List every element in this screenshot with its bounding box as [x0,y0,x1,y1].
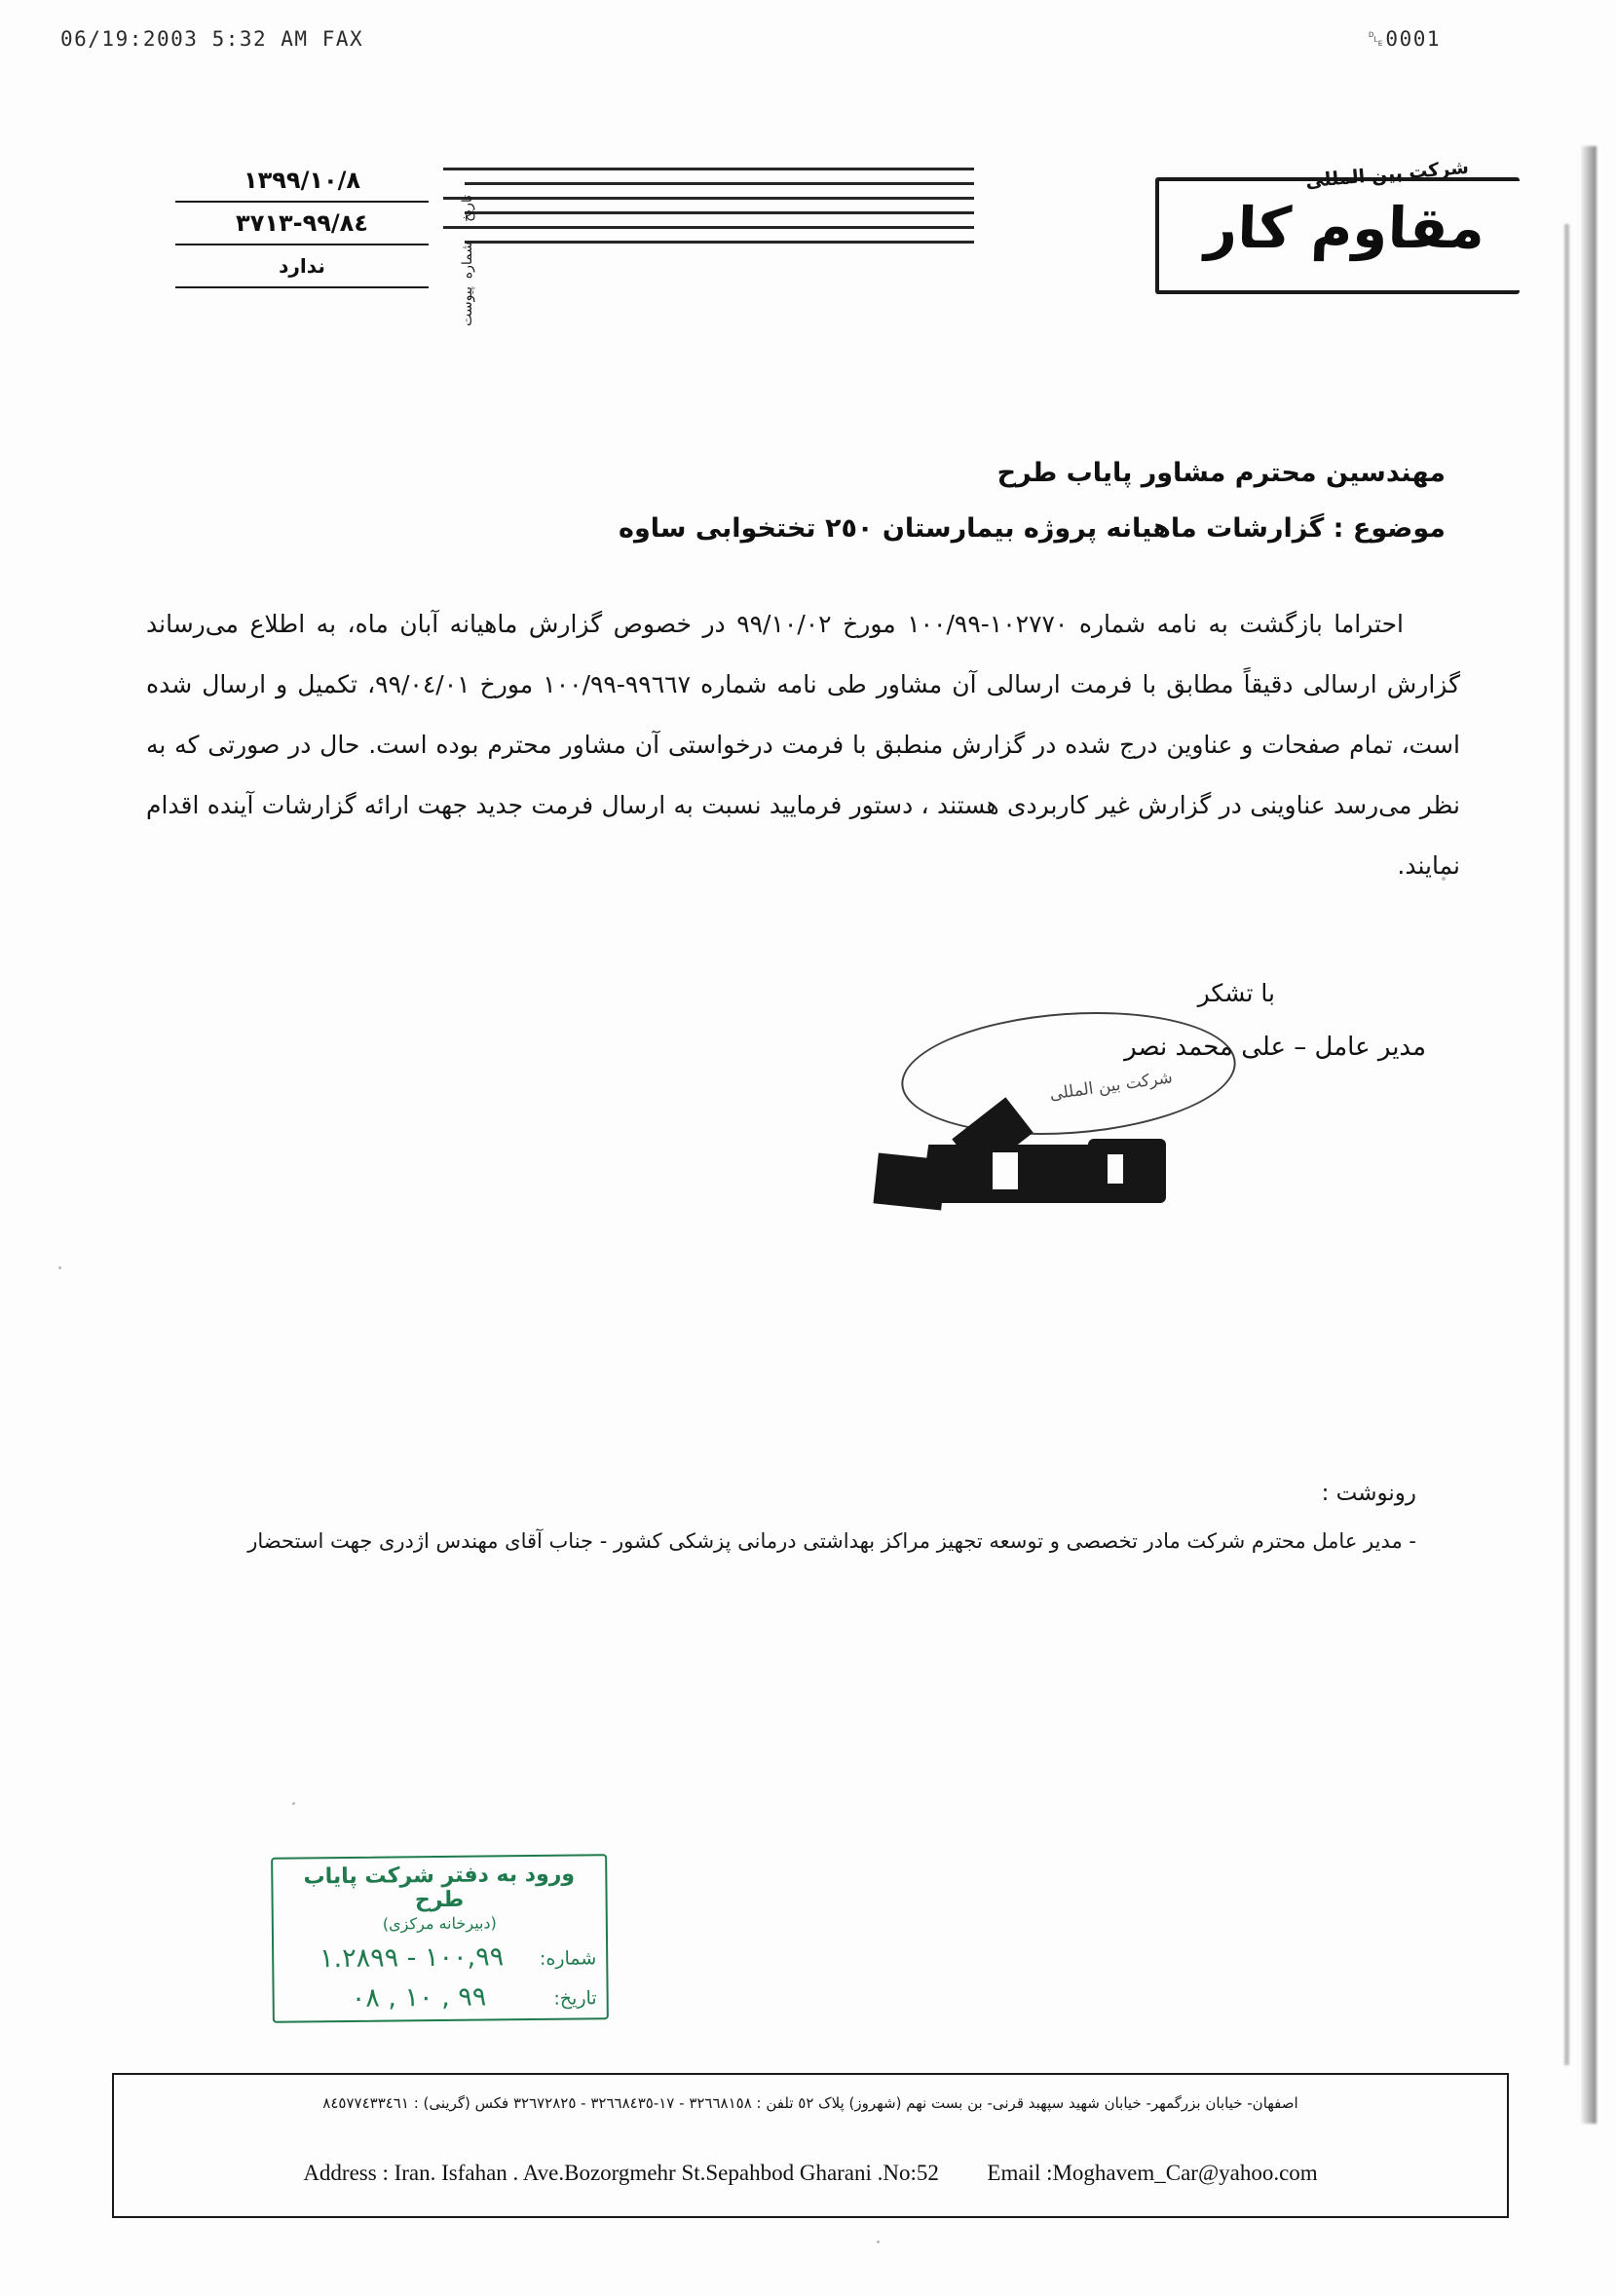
receipt-stamp-date-row [283,1980,596,2014]
fax-header-left: 06/19:2003 5:32 AM FAX [60,27,364,51]
letter-number-row [175,203,429,245]
fax-header-right: ␐0001 [1368,27,1441,51]
receipt-stamp-number-value: ١٠٠,٩٩ - ١.٢٨٩٩ [319,1941,505,1975]
letter-number-label: شماره [460,242,475,280]
letter-attachment-label: پیوست [460,286,475,326]
cc-item: - مدیر عامل محترم شرکت مادر تخصصی و توسعه تجهیز مراکز بهداشتی درمانی پزشکی کشور - جناب آقای مهندس اژدری جهت استحضار [247,1529,1416,1553]
letter-attachment-row [175,245,429,288]
receipt-stamp-number-row [283,1940,596,1974]
footer-email: Email :Moghavem_Car@yahoo.com [987,2161,1318,2185]
footer-box [112,2073,1509,2218]
letter-subject: موضوع : گزارشات ماهیانه پروژه بیمارستان ٢٥٠ تختخوابی ساوه [619,513,1446,544]
footer-english-line [114,2161,1507,2186]
letter-meta-block [175,160,475,326]
receipt-stamp-subtitle: (دبیرخانه مرکزی) [382,1913,497,1934]
signature-ink-stamp [866,1096,1187,1223]
receipt-stamp-title: ورود به دفتر شرکت پایاب طرح [303,1862,576,1913]
cc-title: رونوشت : [1321,1481,1416,1506]
letterhead [117,146,1523,326]
receipt-stamp-number-label: شماره: [539,1947,597,1970]
scan-edge-shadow [1581,146,1597,2124]
signature-name: مدیر عامل – علی محمد نصر [1124,1033,1426,1062]
logo-name: مقاوم کار [1203,195,1486,261]
letter-paragraph: احتراما بازگشت به نامه شماره ١٠٢٧٧٠-١٠٠/٩٩ مورخ ٩٩/١٠/٠٢ در خصوص گزارش ماهیانه آبان ماه، به اطلاع می‌رساند گزارش ارسالی دقیقاً مطابق با فرمت ارسالی آن مشاور طی نامه شماره ٩٩٦٦٧-١٠٠/٩٩ مورخ ٩٩/٠٤/٠١، تکمیل و ارسال شده است، تمام صفحات و عناوین درج شده در گزارش منطبق با فرمت درخواستی آن مشاور محترم بوده است. حال در صورتی که به نظر می‌رسد عناوینی در گزارش غیر کاربردی هستند ، دستور فرمایید نسبت به ارسال فرمت جدید جهت ارائه گزارشات آینده اقدام نمایند. [146,610,1460,880]
signature-stamp-text: شرکت بین المللی [1048,1068,1174,1105]
footer-persian-address: اصفهان- خیابان بزرگمهر- خیابان شهید سپهبد قرنی- بن بست نهم (شهروز) پلاک ٥٢ تلفن : ٣٢٦٦٨١٥٨ - ١٧-٣٢٦٦٨٤٣٥ - ٣٢٦٧٢٨٢٥ فکس (گرینی) : ٨٤٥٧٧٤٣٣٤٦١ [322,2094,1298,2112]
letter-attachment-value: ندارد [279,254,325,278]
letter-meta-labels [431,160,475,326]
letter-date-label: تاریخ [460,195,475,222]
header-rule-lines [443,168,974,273]
receipt-stamp [271,1854,609,2023]
letter-addressee: مهندسین محترم مشاور پایاب طرح [996,458,1446,488]
receipt-stamp-date-value: ٩٩ , ١٠ , ٠٨ [351,1981,487,2014]
company-logo [1114,156,1523,302]
letter-date-value: ١٣٩٩/١٠/٨ [243,167,361,194]
letter-body [146,594,1460,896]
logo-tagline: شرکت بین المللی [1304,156,1470,193]
letter-closing: با تشکر [1197,979,1275,1007]
footer-address: Address : Iran. Isfahan . Ave.Bozorgmehr St.Sepahbod Gharani .No:52 [303,2161,939,2185]
letter-number-value: ٩٩/٨٤-٣٧١٣ [236,209,368,237]
scan-edge-line [1564,224,1569,2065]
letter-date-row [175,160,429,203]
receipt-stamp-date-label: تاریخ: [553,1987,597,2010]
